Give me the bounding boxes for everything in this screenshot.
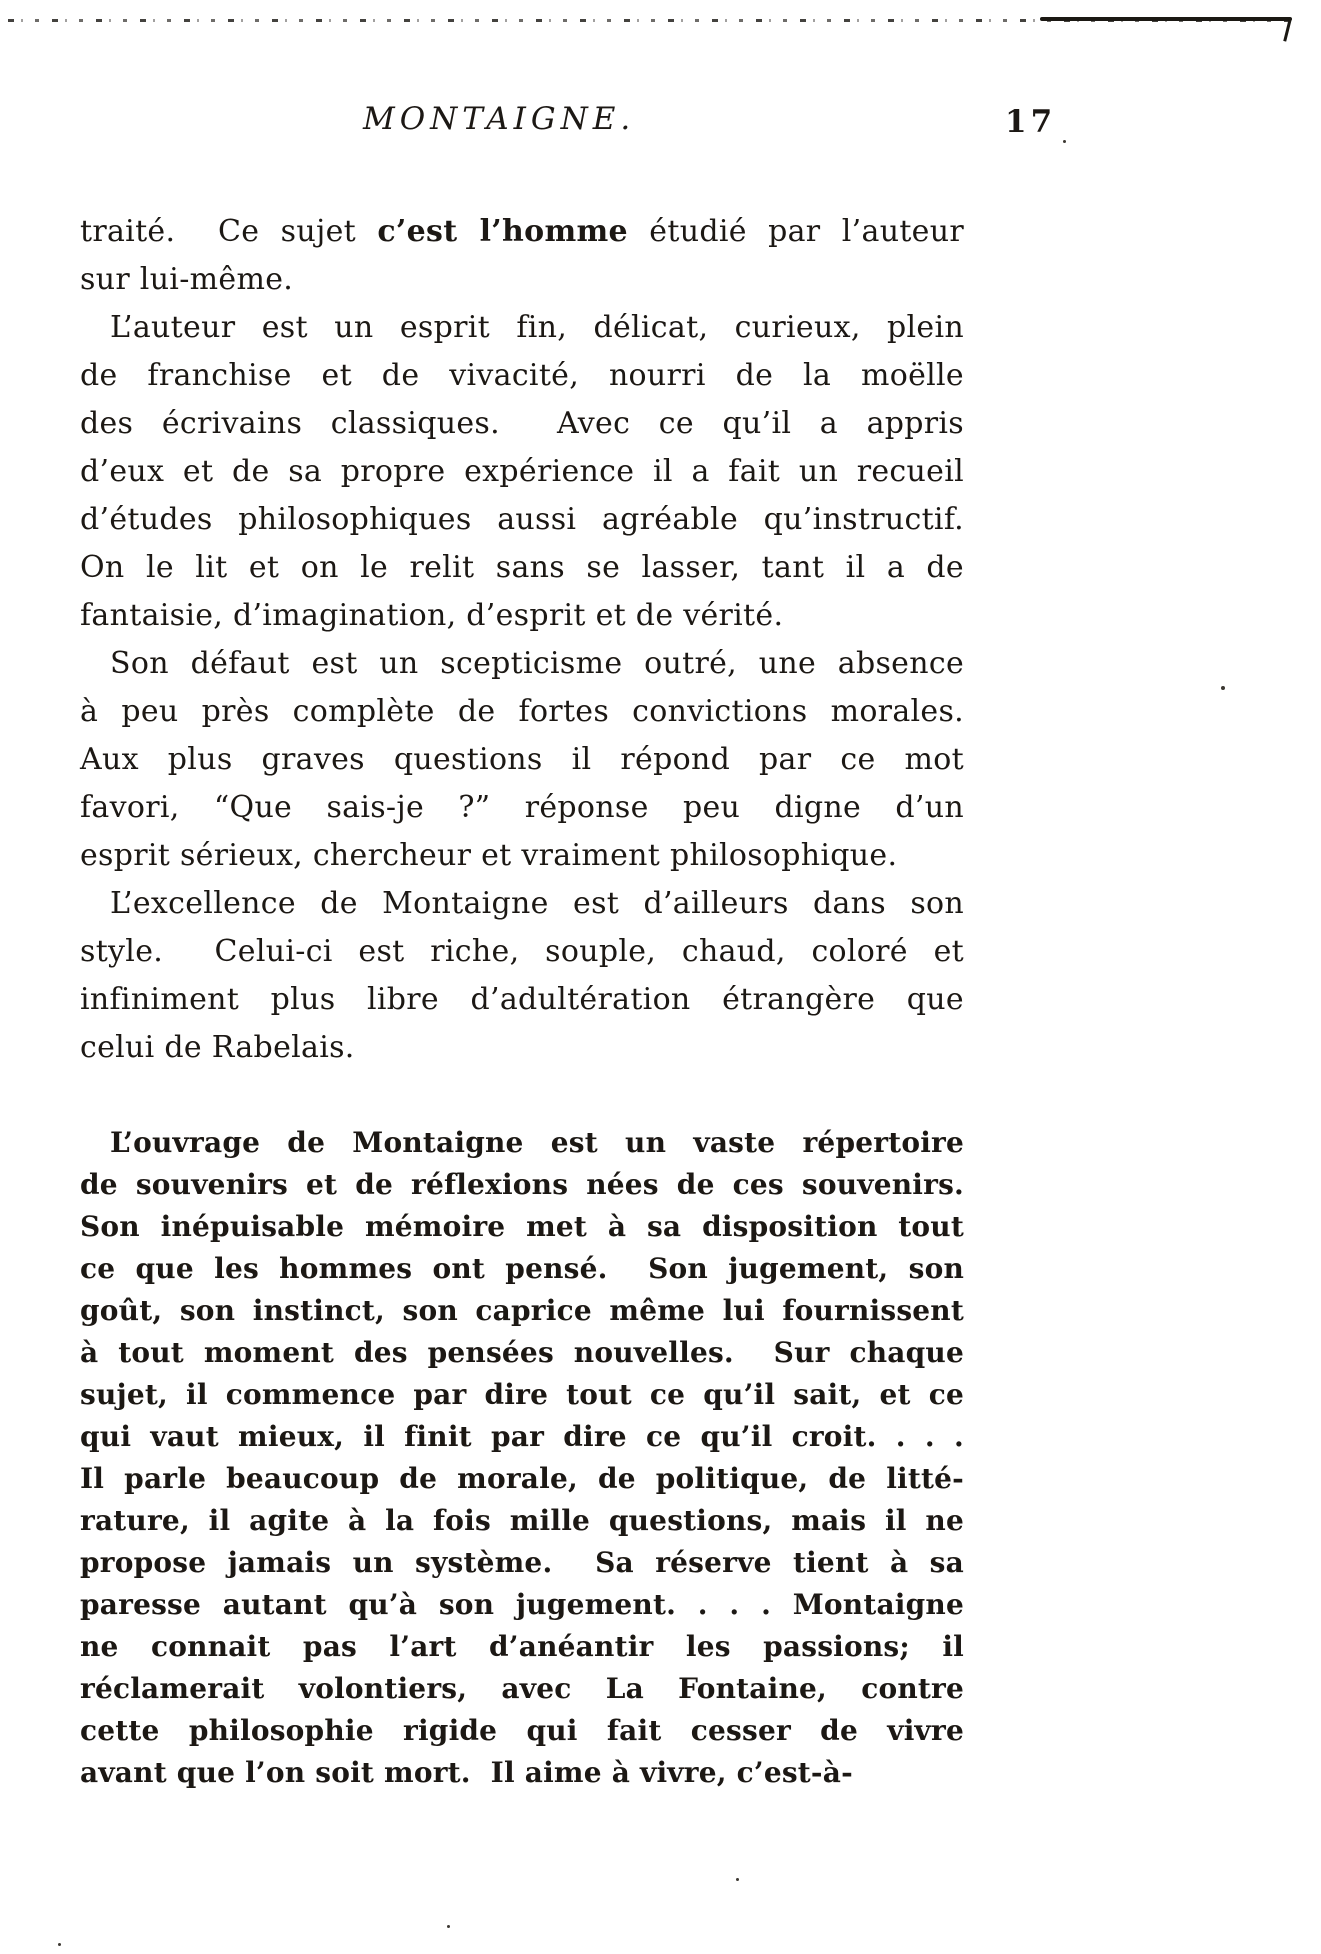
text-line: [80, 688, 964, 736]
paragraph: [80, 208, 964, 304]
text-line: [80, 1542, 964, 1584]
text-segment: des écrivains classiques. Avec ce qu’il a appris: [80, 406, 964, 441]
text-segment: réclamerait volontiers, avec La Fontaine, contre: [80, 1672, 964, 1705]
text-segment: esprit sérieux, chercheur et vraiment philosophique.: [80, 838, 898, 873]
text-segment: L’ouvrage de Montaigne est un vaste répertoire: [110, 1126, 964, 1159]
text-line: [80, 304, 964, 352]
text-line: [80, 1416, 964, 1458]
text-line: [80, 1248, 964, 1290]
text-line: [80, 976, 964, 1024]
text-segment: à tout moment des pensées nouvelles. Sur chaque: [80, 1336, 964, 1369]
text-line: [80, 544, 964, 592]
text-line: [80, 1458, 964, 1500]
text-line: [80, 1374, 964, 1416]
text-line: [80, 1122, 964, 1164]
text-segment: Son défaut est un scepticisme outré, une absence: [110, 646, 964, 681]
text-line: [80, 1584, 964, 1626]
text-segment: cette philosophie rigide qui fait cesser de vivre: [80, 1714, 964, 1747]
text-segment: On le lit et on le relit sans se lasser, tant il a de: [80, 550, 964, 585]
text-line: [80, 592, 964, 640]
paragraph: [80, 640, 964, 880]
running-head-title: MONTAIGNE.: [363, 101, 636, 137]
text-line: [80, 736, 964, 784]
text-line: [80, 1752, 964, 1794]
text-segment: L’auteur est un esprit fin, délicat, curieux, plein: [110, 310, 964, 345]
text-segment: traité. Ce sujet: [80, 214, 378, 249]
scan-speck: [1221, 686, 1225, 690]
text-line: [80, 352, 964, 400]
scan-speck: [58, 1943, 61, 1946]
text-line: [80, 400, 964, 448]
text-segment: d’eux et de sa propre expérience il a fait un recueil: [80, 454, 964, 489]
text-segment: infiniment plus libre d’adultération étrangère que: [80, 982, 964, 1017]
text-segment: L’excellence de Montaigne est d’ailleurs dans son: [110, 886, 964, 921]
text-line: [80, 1290, 964, 1332]
text-segment: fantaisie, d’imagination, d’esprit et de vérité.: [80, 598, 784, 633]
text-segment: ce que les hommes ont pensé. Son jugement, son: [80, 1252, 964, 1285]
text-line: [80, 832, 964, 880]
text-segment: d’études philosophiques aussi agréable qu’instructif.: [80, 502, 964, 537]
text-line: [80, 208, 964, 256]
page-number: 17: [1005, 104, 1057, 140]
text-segment: goût, son instinct, son caprice même lui fournissent: [80, 1294, 964, 1327]
text-line: [80, 1024, 964, 1072]
text-segment: de souvenirs et de réflexions nées de ces souvenirs.: [80, 1168, 964, 1201]
text-line: [80, 880, 964, 928]
text-segment: avant que l’on soit mort. Il aime à vivre, c’est-à-: [80, 1756, 853, 1789]
text-segment: Aux plus graves questions il répond par ce mot: [80, 742, 964, 777]
text-segment: paresse autant qu’à son jugement. . . . Montaigne: [80, 1588, 964, 1621]
text-segment: celui de Rabelais.: [80, 1030, 355, 1065]
emphasized-text: c’est l’homme: [377, 214, 628, 249]
text-line: [80, 640, 964, 688]
text-line: [80, 496, 964, 544]
text-line: [80, 928, 964, 976]
paragraph: [80, 304, 964, 640]
text-line: [80, 1164, 964, 1206]
scan-speck: [736, 1878, 739, 1881]
text-line: [80, 448, 964, 496]
text-segment: sujet, il commence par dire tout ce qu’il sait, et ce: [80, 1378, 964, 1411]
text-segment: style. Celui-ci est riche, souple, chaud, coloré et: [80, 934, 964, 969]
text-segment: Il parle beaucoup de morale, de politique, de litté-: [80, 1462, 964, 1495]
paragraph: [80, 880, 964, 1072]
text-segment: sur lui-même.: [80, 262, 294, 297]
text-segment: étudié par l’auteur: [627, 214, 964, 249]
text-segment: à peu près complète de fortes convictions morales.: [80, 694, 964, 729]
text-line: [80, 1206, 964, 1248]
text-segment: qui vaut mieux, il finit par dire ce qu’il croit. . . .: [80, 1420, 964, 1453]
text-line: [80, 1668, 964, 1710]
torn-edge-rule-solid: [1040, 17, 1292, 21]
text-segment: Son inépuisable mémoire met à sa disposition tout: [80, 1210, 964, 1243]
text-line: [80, 1626, 964, 1668]
text-block: [80, 208, 964, 1794]
scan-speck: [447, 1925, 450, 1928]
text-line: [80, 256, 964, 304]
text-line: [80, 784, 964, 832]
text-segment: ne connait pas l’art d’anéantir les passions; il: [80, 1630, 964, 1663]
scan-speck: [1063, 140, 1066, 143]
text-line: [80, 1332, 964, 1374]
text-segment: propose jamais un système. Sa réserve tient à sa: [80, 1546, 964, 1579]
paragraph: [80, 1122, 964, 1794]
text-segment: rature, il agite à la fois mille questions, mais il ne: [80, 1504, 964, 1537]
text-line: [80, 1710, 964, 1752]
text-segment: favori, “Que sais-je ?” réponse peu digne d’un: [80, 790, 964, 825]
text-segment: de franchise et de vivacité, nourri de la moëlle: [80, 358, 964, 393]
text-line: [80, 1500, 964, 1542]
